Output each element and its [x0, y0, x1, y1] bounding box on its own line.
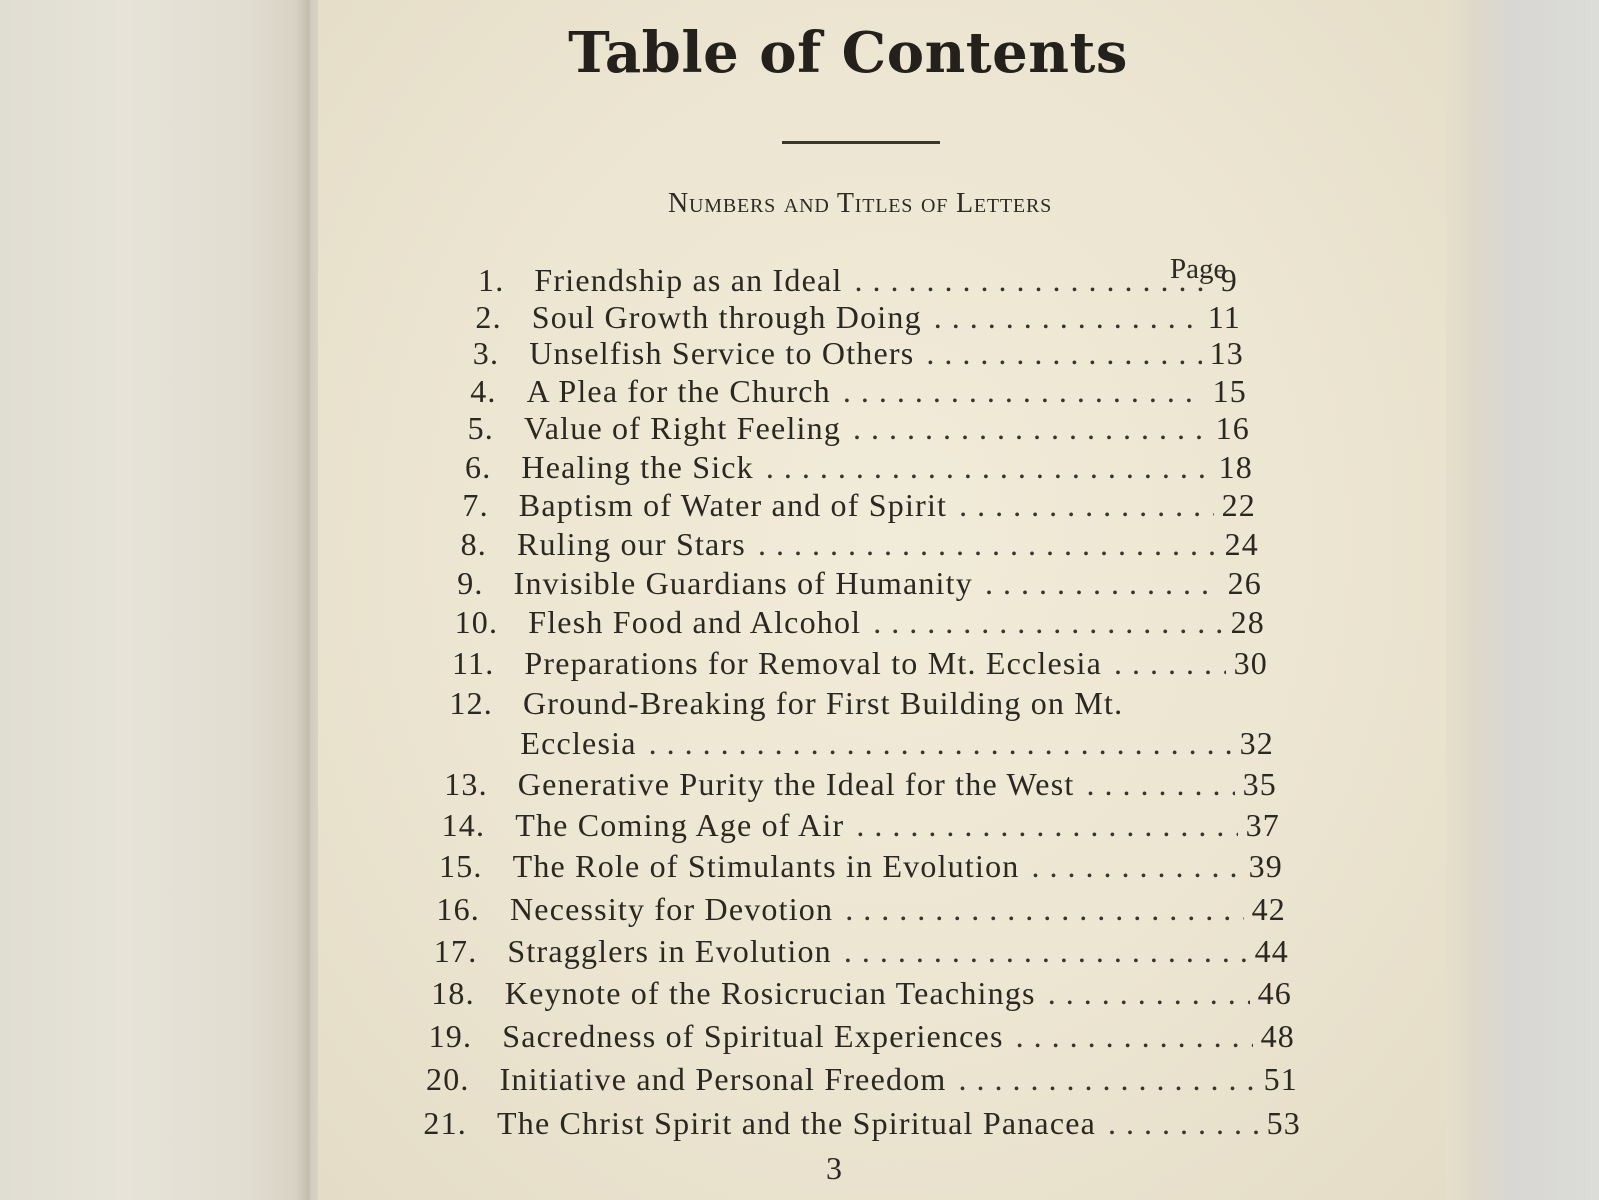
dot-leader — [958, 1058, 1255, 1102]
toc-entry-page: 11 — [1207, 298, 1241, 335]
dot-leader — [843, 373, 1205, 411]
toc-entry — [465, 448, 1253, 486]
toc-entry-title: Generative Purity the Ideal for the West — [517, 765, 1075, 802]
dot-leader — [985, 564, 1220, 603]
dot-leader — [845, 888, 1243, 930]
toc-entry-page: 16 — [1215, 410, 1250, 447]
dot-leader — [853, 410, 1208, 448]
toc-entry — [455, 603, 1265, 643]
dot-leader — [934, 299, 1200, 336]
toc-entry — [457, 564, 1262, 603]
dot-leader — [649, 723, 1232, 764]
dot-leader — [959, 486, 1213, 525]
toc-entry — [478, 262, 1238, 299]
toc-entry-number: 20. — [426, 1061, 470, 1098]
toc-entry-title: The Role of Stimulants in Evolution — [512, 848, 1020, 885]
toc-entry-page: 51 — [1263, 1061, 1298, 1098]
toc-entry-title: Ground-Breaking for First Building on Mt. — [523, 684, 1124, 721]
toc-entry — [442, 805, 1280, 846]
dot-leader — [873, 603, 1222, 643]
dot-leader — [758, 525, 1217, 564]
toc-entry — [473, 335, 1244, 372]
toc-subtitle: Numbers and Titles of Letters — [667, 188, 1053, 219]
toc-entry-page: 32 — [1239, 725, 1274, 762]
toc-entry-number: 16. — [436, 890, 480, 927]
toc-entry-page: 13 — [1209, 335, 1244, 372]
toc-entry-title: The Christ Spirit and the Spiritual Panacea — [497, 1104, 1097, 1141]
toc-entry-list — [420, 262, 1320, 1146]
toc-entry-page: 42 — [1251, 890, 1286, 927]
toc-entry-number: 13. — [444, 765, 488, 802]
toc-entry-title: Stragglers in Evolution — [507, 933, 832, 969]
toc-entry-page: 9 — [1220, 262, 1238, 298]
toc-entry-number: 5. — [467, 410, 494, 447]
toc-entry-title: Healing the Sick — [521, 448, 754, 485]
toc-entry-number: 4. — [470, 372, 497, 409]
page-number: 3 — [826, 1150, 842, 1186]
dot-leader — [1016, 1015, 1253, 1058]
dot-leader — [856, 805, 1237, 846]
toc-entry-title: Ruling our Stars — [516, 525, 746, 562]
toc-entry-number: 10. — [454, 604, 499, 641]
toc-entry-page: 48 — [1260, 1018, 1295, 1055]
toc-entry — [423, 1102, 1301, 1146]
toc-entry-page: 28 — [1230, 604, 1265, 641]
toc-entry-number: 6. — [465, 448, 492, 485]
toc-entry-number: 7. — [462, 487, 489, 524]
dot-leader — [1114, 643, 1226, 683]
toc-entry-page: 26 — [1227, 564, 1262, 601]
toc-entry-number: 17. — [433, 933, 478, 969]
dot-leader — [1108, 1102, 1259, 1146]
toc-entry-title: Friendship as an Ideal — [534, 262, 843, 298]
toc-entry-page: 24 — [1224, 525, 1259, 562]
dot-leader — [766, 448, 1211, 486]
toc-entry-page: 46 — [1257, 975, 1292, 1012]
page-column-label: Page — [1170, 253, 1227, 285]
toc-entry-title: Unselfish Service to Others — [529, 335, 915, 372]
toc-entry — [426, 1058, 1298, 1102]
toc-entry-page: 22 — [1221, 487, 1256, 524]
title-divider — [782, 141, 940, 144]
toc-entry-title: Preparations for Removal to Mt. Ecclesia — [524, 644, 1103, 681]
toc-entry-number: 19. — [428, 1018, 473, 1055]
toc-entry — [475, 299, 1241, 336]
toc-entry — [434, 930, 1289, 972]
toc-entry-title: Value of Right Feeling — [524, 410, 842, 447]
toc-entry — [436, 888, 1286, 930]
toc-entry — [429, 1015, 1295, 1058]
toc-entry-page: 39 — [1248, 848, 1283, 885]
toc-entry-page: 35 — [1242, 765, 1277, 802]
toc-entry-title: Invisible Guardians of Humanity — [513, 564, 973, 601]
toc-entry-title: Sacredness of Spiritual Experiences — [502, 1018, 1004, 1055]
toc-entry — [439, 846, 1283, 888]
dot-leader — [855, 262, 1213, 299]
toc-entry-page: 30 — [1233, 644, 1268, 681]
toc-entry — [470, 373, 1247, 411]
toc-entry-number: 11. — [452, 644, 495, 681]
toc-entry-title: Flesh Food and Alcohol — [528, 604, 862, 641]
toc-entry-number: 1. — [478, 262, 505, 298]
toc-entry-page: 15 — [1212, 372, 1247, 409]
toc-entry-page: 44 — [1254, 933, 1289, 969]
dot-leader — [926, 335, 1201, 372]
toc-entry-title: Baptism of Water and of Spirit — [518, 487, 948, 524]
toc-entry-title: Soul Growth through Doing — [531, 298, 922, 335]
toc-entry — [431, 972, 1292, 1015]
toc-entry — [460, 525, 1259, 564]
toc-entry-page: 53 — [1266, 1104, 1301, 1141]
toc-entry — [444, 764, 1277, 805]
toc-entry-number: 2. — [475, 298, 502, 335]
dot-leader — [844, 930, 1247, 972]
toc-entry-page: 18 — [1218, 448, 1253, 485]
toc-entry-number: 9. — [457, 564, 484, 601]
toc-entry-title: Necessity for Devotion — [510, 890, 834, 927]
toc-entry — [462, 486, 1256, 525]
toc-entry-number: 15. — [439, 848, 483, 885]
dot-leader — [1048, 972, 1250, 1015]
toc-entry-number: 8. — [460, 525, 487, 562]
toc-entry-title: Ecclesia — [520, 725, 637, 762]
toc-entry-title: Keynote of the Rosicrucian Teachings — [504, 975, 1036, 1012]
dot-leader — [1031, 846, 1240, 888]
toc-entry — [468, 410, 1250, 448]
toc-entry-title: The Coming Age of Air — [515, 806, 845, 843]
toc-entry-number: 18. — [431, 975, 475, 1012]
toc-entry — [449, 683, 1271, 723]
dot-leader — [1086, 764, 1234, 805]
toc-entry-number: 14. — [441, 806, 486, 843]
toc-entry-title: A Plea for the Church — [526, 372, 831, 409]
toc-entry-number: 21. — [423, 1104, 467, 1141]
page-title: Table of Contents — [568, 20, 1128, 86]
toc-entry-page: 37 — [1245, 806, 1280, 843]
toc-entry-number: 12. — [449, 684, 493, 721]
toc-entry-number: 3. — [472, 335, 500, 372]
toc-entry-title: Initiative and Personal Freedom — [499, 1061, 947, 1098]
toc-entry — [452, 643, 1268, 683]
toc-entry-continuation — [447, 723, 1274, 764]
